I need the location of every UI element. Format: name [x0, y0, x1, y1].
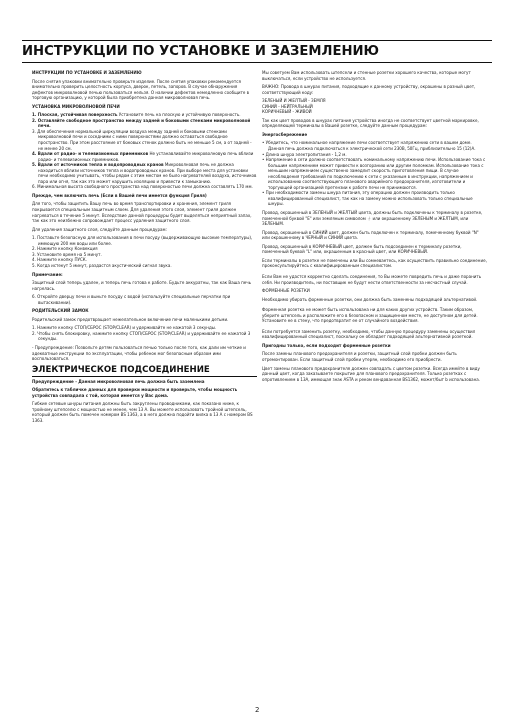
step-item: 1. Поставьте безопасную для использования в печи посуду (выдерживающую высокие температуры), имеющую 200 мм воды или более.: [32, 235, 253, 246]
install-item: 2. Оставляйте свободное пространство между задней и боковыми стенками микроволновой печи.: [32, 117, 251, 129]
section-heading-electrical: ЭЛЕКТРИЧЕСКОЕ ПОДСОЕДИНЕНИЕ: [32, 364, 210, 375]
electrical-warning: Предупреждение - Данная микроволновая печь должна быть заземлена: [32, 378, 205, 384]
paragraph-remove-coating: Для удаления защитного слоя, следуйте данным процедурам:: [32, 226, 167, 232]
paragraph-green-yellow: Провод, окрашенный в ЗЕЛЕНЫЙ и ЖЕЛТЫЙ цвета, должны быть подключены к терминалу в розетке, помеченной буквой "Е" или земляным символом ⏚ или окрашенному ЗЕЛЕНЫМ и ЖЕЛТЫМ, или ЗЕЛЕНЫМ.: [262, 210, 483, 227]
lock-item: 2. Чтобы снять блокировку, нажмите кнопку СТОП/СБРОС (STOP/CLEAR) и удерживайте ее нажатой 3 секунды.: [32, 330, 251, 342]
lock-list: [32, 325, 257, 342]
step-item: 3. Установите время на 5 минут.: [32, 251, 102, 257]
paragraph-important: ВАЖНО: Провода в шнурах питания, подходящие к данному устройству, окрашены в разный цвет, соответствующий коду:: [262, 84, 476, 95]
warning-children: - Предупреждение: Позвольте детям пользоваться печью только после того, как дали им четкие и адекватные инструкции по эксплуатации, чтобы ребенок мог безопасным образом ими воспользоваться.: [32, 344, 246, 362]
install-list: [32, 112, 257, 190]
energy-list: [262, 140, 487, 207]
paragraph-sockets-remove: Необходимо убирать форменные розетки, они должна быть заменены подходящей альтернативой.: [262, 296, 478, 302]
energy-item: • Длина шнура электропитания - 1,2 м.: [262, 151, 347, 157]
wire-code: ЗЕЛЕНЫЙ И ЖЕЛТЫЙ - ЗЕМЛЯ: [262, 98, 326, 104]
paragraph-sockets-replace: Если потребуется заменить розетку, необходимо, чтобы данную процедуру заменены осуществил квалифицированный специалист, поскольку он обладает подходящей альтернативной розеткой.: [262, 328, 476, 340]
paragraph-liability: Если Вам не удастся корректно сделать соединения, то Вы можете повредить печь и даже поранить себя. Ни производитель, ни поставщик не будут нести ответственности за несчастный случай.: [262, 273, 482, 285]
subheading-before-use: Прежде, чем включить печь (Если в Вашей печи имеется функция Гриля): [32, 192, 207, 198]
step6-list: [32, 294, 257, 305]
lock-item: 1. Нажмите кнопку СТОП/СБРОС (STOP/CLEAR) и удерживайте не нажатой 3 секунды.: [32, 325, 217, 331]
paragraph-child-lock: Родительский замок предотвращает нежелательное включение печи маленькими детьми.: [32, 316, 229, 322]
section-heading-child-lock: РОДИТЕЛЬСКИЙ ЗАМОК: [32, 308, 89, 314]
paragraph-sockets-use: Форменная розетка не может быть использована ни для каких других устройств. Таким образом, уберите штепсель и расположите его в безопасном и защищенном месте, не доступном для детей. Установите ее в стену, что предотвратит ее от случайного воздействия.: [262, 307, 478, 324]
wire-code: СИНИЙ - НЕЙТРАЛЬНЫЙ: [262, 103, 313, 109]
note-text: Защитный слой теперь удален, и теперь печь готова к работе. Будьте аккуратны, так как Ваша печь нагрелась.: [32, 280, 252, 291]
page-number: 2: [255, 706, 260, 714]
subheading-energy: Энергосбережение: [262, 131, 308, 137]
paragraph-colors: Так как цвет проводов в шнурах питания устройства иногда не соответствует цветной маркировке, определяющей терминалы в Вашей розетке, следуйте данным процедурам:: [262, 117, 479, 129]
wire-code: КОРИЧНЕВЫЙ - ЖИВОЙ: [262, 109, 312, 115]
note-heading: Примечание:: [32, 271, 63, 277]
subheading-sockets: ФОРМЕННЫЕ РОЗЕТКИ: [262, 288, 310, 294]
install-item: 4. Вдали от радио- и телевизионных приемников Не устанавливайте микроволновую печь вблизи радио- и телевизионных приемников.: [32, 151, 254, 162]
subheading-fit: Пригодны только, если подходит форменные розетки: [262, 342, 391, 348]
install-item: 1. Плоская, устойчивая поверхность Установите печь на плоскую и устойчивую поверхность.: [32, 112, 241, 118]
step-item: 2. Нажмите кнопку Конвекция: [32, 246, 98, 252]
energy-item: • При необходимости замены шнура питания, эту операцию должен производить только квалифицированный специалист, так как на замену можно использовать только специальные шнуры.: [262, 190, 473, 207]
paragraph-blue: Провод, окрашенный в СИНИЙ цвет, должен быть подключен к терминалу, помеченному буквой "N" или окрашенному в ЧЕРНЫЙ и СИНИЙ цвета.: [262, 229, 479, 241]
install-item: 3. Для обеспечения нормальной циркуляции воздуха между задней и боковыми стенками микроволновой печи и соседними с ними поверхностями должно оставаться свободное пространство. При этом расстояние от боковых стенок должно быть не меньше 5 см, а от задней - не менее 20 см.: [32, 128, 252, 151]
paragraph-unmarked: Если терминалы в розетке не помечены или Вы сомневаетесь, как осуществить правильно соединение, проконсультируйтесь с квалифицированным специалистом.: [262, 257, 487, 269]
steps-list: [32, 235, 257, 268]
paragraph-fuse-cover: После замены планового предохранителя и розетки, защитный слой пробки должен быть отремонтирован. Если защитный слой пробки утерян, необходимо его приобрести.: [262, 351, 457, 362]
paragraph-fuse-color: Цвет замены планового предохранителя должен совпадать с цветом розетки. Всегда имейте в виду данный цвет, когда заказываете покрытие для планового предохранителя. Только розетках с опротивлением в 13А, имеющая знак ASTA и реком вендованная BS1362, может/быт b использована.: [262, 365, 480, 382]
title-top-rule: [22, 40, 492, 41]
electrical-rule: [32, 376, 257, 377]
title-bottom-rule: [22, 62, 492, 63]
paragraph-brown: Провод, окрашенный в КОРИЧНЕВЫЙ цвет, должен быть подсоединен к терминалу розетки, помеченный буквой "L" или, окрашенным в красный цвет, или КОРИЧНЕВЫЙ.: [262, 243, 462, 255]
energy-item: • Напряжение в сети должно соответствовать номинальному напряжению печи. Использование тока с большим напряжением может привести к возгоранию или другим поломкам. Использование тока с меньшим напряжением существенно замедлит скорость приготовления пищи. В случае несоблюдения требований по подключению к сети с указанным в инструкции, напряжением и использованию соответствующего планового аварийного предохранителя, изготовители и торгующей организацией претензии к работе печи не принимаются.: [262, 157, 486, 190]
paragraph-sockets-advice: Мы советуем Вам использовать штепсели и стенные розетки хорошего качества, которые могут выключаться, если устройство не используется.: [262, 70, 471, 81]
step-item: 6. Откройте дверцу печи и выньте посуду с водой (используйте специальные перчатки при вытаскивании).: [32, 294, 231, 305]
section-heading-oven-install: УСТАНОВКА МИКРОВОЛНОВОЙ ПЕЧИ: [32, 103, 120, 109]
page-title: ИНСТРУКЦИИ ПО УСТАНОВКЕ И ЗАЗЕМЛЕНИЮ: [22, 44, 380, 59]
paragraph-grill-coating: Для того, чтобы защитить Вашу печь во время транспортировки и хранения, элемент гриля покрывается специальным защитным слоем. Для удаления этого слоя, элемент гриля должен нагреваться в течение 5 минут. Вследствие данной процедуры будет выделяться неприятный запах, так как это неизбежно сопровождает процесс удаления защитного слоя.: [32, 201, 252, 224]
left-column: [32, 70, 257, 710]
step-item: 4. Нажмите кнопку ПУСК.: [32, 257, 87, 263]
step-item: 5. Когда истекут 5 минут, раздастся акустический сигнал звука.: [32, 262, 172, 268]
section-heading-install-ground: ИНСТРУКЦИИ ПО УСТАНОВКЕ И ЗАЗЕМЛЕНИЮ: [32, 70, 142, 75]
electrical-check: Обратитесь к табличке данных для проверки мощности и проверьте, чтобы мощность устройства совпадала с той, которая имеется у Вас дома.: [32, 387, 238, 398]
install-item: 6. Минимальная высота свободного пространства над поверхностью печи должна составлять 170 мм.: [32, 184, 253, 190]
paragraph-inspection: После снятия упаковки внимательно проверьте изделие. После снятия упаковки рекомендуется внимательно проверить целостность корпуса, дверок, петель, запоров. В случае обнаружения дефектов микроволновой печью пользоваться нельзя. О наличии дефектов немедленно сообщите в торговую организацию, у которой была приобретена данная микроволновая печь.: [32, 78, 250, 101]
paragraph-cords: Гибкие сетевые шнуры питания должны быть закруглены проводниками, как показано ниже, к тройному штепселю с мощностью не менее, чем 13 А. Вы можете использовать тройной штепсель, который должен быть помечен номером BS 1363, а в него должна подойти вилка в 13 А с номером BS 1363.: [32, 401, 253, 423]
right-column: [262, 70, 487, 710]
install-item: 5. Вдали от источников тепла и водопроводных кранов Микроволновая печь не должна находиться вблизи источников тепла и водопроводных кранов. При выборе места для установки печи необходимо учитывать, чтобы рядом с этим местом не было нагревателей воздуха, источников пара или огня, так как это может нарушить изоляцию и привести к замыканию.: [32, 162, 257, 184]
energy-item: • Убедитесь, что номинальное напряжение печи соответствует напряжению сети в вашем доме. Данная печь должна подключаться к электрической сети 230В, 50Гц, приблизительно 15 (12)А.: [262, 140, 476, 152]
